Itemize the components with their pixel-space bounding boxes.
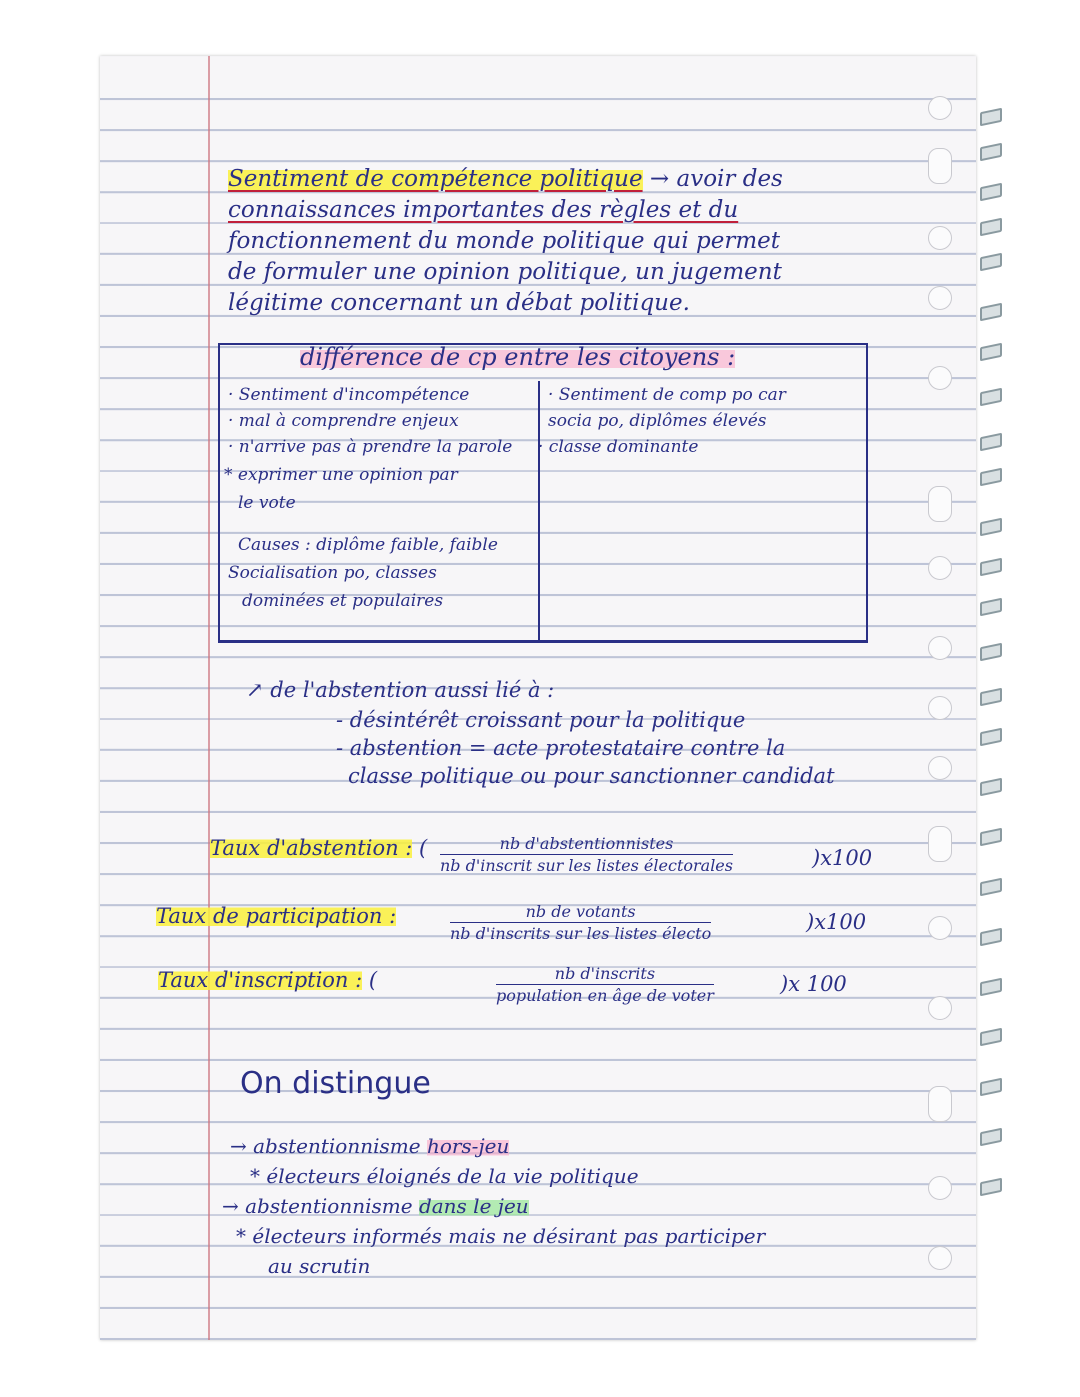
distinction-bullet: * électeurs éloignés de la vie politique bbox=[250, 1164, 639, 1188]
binder-ring-icon bbox=[980, 433, 1002, 452]
left-cell-line: · Sentiment d'incompétence bbox=[228, 385, 470, 405]
arrow-icon: → bbox=[230, 1134, 247, 1158]
left-cell-line: Causes : diplôme faible, faible bbox=[238, 535, 498, 555]
formula-fraction bbox=[496, 964, 714, 1005]
abstention-item: - abstention = acte protestataire contre la bbox=[336, 736, 786, 760]
formula-label: Taux d'abstention : bbox=[210, 836, 413, 860]
binder-hole-icon bbox=[928, 996, 952, 1020]
binder-ring-icon bbox=[980, 388, 1002, 407]
binder-ring-icon bbox=[980, 1028, 1002, 1047]
binder-hole-icon bbox=[928, 556, 952, 580]
margin-line bbox=[208, 56, 210, 1340]
binder-holes bbox=[928, 96, 956, 1296]
binder-ring-icon bbox=[980, 828, 1002, 847]
left-cell-line: le vote bbox=[238, 493, 296, 513]
distinction-item bbox=[230, 1134, 509, 1158]
fraction-numerator: nb d'abstentionnistes bbox=[440, 834, 733, 855]
definition-line-3: fonctionnement du monde politique qui permet bbox=[228, 228, 781, 254]
binder-hole-icon bbox=[928, 286, 952, 310]
abstention-intro: ↗ de l'abstention aussi lié à : bbox=[246, 678, 555, 702]
definition-line-4: de formuler une opinion politique, un jugement bbox=[228, 259, 782, 285]
table-title: différence de cp entre les citoyens : bbox=[300, 343, 736, 371]
formula-factor: )x 100 bbox=[780, 972, 847, 996]
definition-line-1 bbox=[228, 164, 783, 195]
binder-hole-icon bbox=[928, 96, 952, 120]
right-cell-line: · Sentiment de comp po car bbox=[548, 385, 786, 405]
highlight-dans-le-jeu: dans le jeu bbox=[418, 1194, 529, 1218]
binder-ring-icon bbox=[980, 1128, 1002, 1147]
binder-hole-icon bbox=[928, 636, 952, 660]
binder-hole-icon bbox=[928, 148, 952, 184]
binder-ring-icon bbox=[980, 518, 1002, 537]
distinction-text: abstentionnisme bbox=[253, 1134, 421, 1158]
formula-fraction bbox=[440, 834, 733, 875]
binder-ring-icon bbox=[980, 1178, 1002, 1197]
binder-ring-icon bbox=[980, 108, 1002, 127]
binder-ring-icon bbox=[980, 598, 1002, 617]
abstention-item: - désintérêt croissant pour la politique bbox=[336, 708, 746, 732]
distinction-bullet: au scrutin bbox=[268, 1254, 371, 1278]
highlight-hors-jeu: hors-jeu bbox=[426, 1134, 510, 1158]
left-cell-line: Socialisation po, classes bbox=[228, 563, 437, 583]
right-cell-line: · classe dominante bbox=[538, 437, 699, 457]
fraction-denominator: nb d'inscrits sur les listes électo bbox=[450, 924, 712, 943]
binder-ring-icon bbox=[980, 688, 1002, 707]
binder-ring-icon bbox=[980, 728, 1002, 747]
definition-line-5: légitime concernant un débat politique. bbox=[228, 290, 690, 316]
fraction-numerator: nb d'inscrits bbox=[496, 964, 714, 985]
binder-hole-icon bbox=[928, 1246, 952, 1270]
abstention-item: classe politique ou pour sanctionner candidat bbox=[348, 764, 835, 788]
binder-hole-icon bbox=[928, 826, 952, 862]
binder-hole-icon bbox=[928, 696, 952, 720]
formula-factor: )x100 bbox=[812, 846, 873, 870]
binder-ring-icon bbox=[980, 468, 1002, 487]
binder-ring-icon bbox=[980, 303, 1002, 322]
binder-ring-icon bbox=[980, 778, 1002, 797]
binder-hole-icon bbox=[928, 916, 952, 940]
left-cell-line: · n'arrive pas à prendre la parole bbox=[228, 437, 513, 457]
binder-hole-icon bbox=[928, 366, 952, 390]
definition-block bbox=[228, 164, 783, 319]
distinction-item bbox=[222, 1194, 529, 1218]
left-cell-line: dominées et populaires bbox=[242, 591, 444, 611]
arrow-icon: → bbox=[649, 166, 670, 192]
binder-ring-icon bbox=[980, 218, 1002, 237]
right-cell-line: socia po, diplômes élevés bbox=[548, 411, 767, 431]
distinction-heading: On distingue bbox=[240, 1066, 431, 1101]
column-divider bbox=[538, 381, 540, 640]
definition-text: avoir des bbox=[676, 166, 783, 192]
binder-hole-icon bbox=[928, 486, 952, 522]
formula-label: Taux de participation : bbox=[156, 904, 397, 928]
binder-ring-icon bbox=[980, 253, 1002, 272]
fraction-denominator: nb d'inscrit sur les listes électorales bbox=[440, 856, 733, 875]
formula-participation bbox=[156, 904, 396, 928]
definition-line-2: connaissances importantes des règles et du bbox=[228, 197, 739, 223]
left-cell-line: * exprimer une opinion par bbox=[224, 465, 458, 485]
formula-inscription: Taux d'inscription : ( bbox=[158, 968, 378, 992]
formula-factor: )x100 bbox=[806, 910, 867, 934]
binder-hole-icon bbox=[928, 1176, 952, 1200]
fraction-denominator: population en âge de voter bbox=[496, 986, 714, 1005]
binder-rings bbox=[976, 90, 1006, 1240]
binder-hole-icon bbox=[928, 1086, 952, 1122]
formula-fraction bbox=[450, 902, 711, 943]
binder-ring-icon bbox=[980, 928, 1002, 947]
binder-hole-icon bbox=[928, 226, 952, 250]
formula-abstention: Taux d'abstention : ( bbox=[210, 836, 428, 860]
fraction-numerator: nb de votants bbox=[450, 902, 711, 923]
binder-ring-icon bbox=[980, 878, 1002, 897]
distinction-text: abstentionnisme bbox=[245, 1194, 413, 1218]
binder-hole-icon bbox=[928, 756, 952, 780]
binder-ring-icon bbox=[980, 343, 1002, 362]
arrow-icon: → bbox=[222, 1194, 239, 1218]
formula-label: Taux d'inscription : bbox=[158, 968, 363, 992]
binder-ring-icon bbox=[980, 558, 1002, 577]
binder-ring-icon bbox=[980, 1078, 1002, 1097]
binder-ring-icon bbox=[980, 183, 1002, 202]
definition-term: Sentiment de compétence politique bbox=[228, 166, 643, 192]
binder-ring-icon bbox=[980, 643, 1002, 662]
binder-ring-icon bbox=[980, 978, 1002, 997]
notebook-page bbox=[100, 56, 976, 1340]
binder-ring-icon bbox=[980, 143, 1002, 162]
comparison-table bbox=[218, 343, 868, 643]
distinction-bullet: * électeurs informés mais ne désirant pas participer bbox=[236, 1224, 766, 1248]
left-cell-line: · mal à comprendre enjeux bbox=[228, 411, 459, 431]
